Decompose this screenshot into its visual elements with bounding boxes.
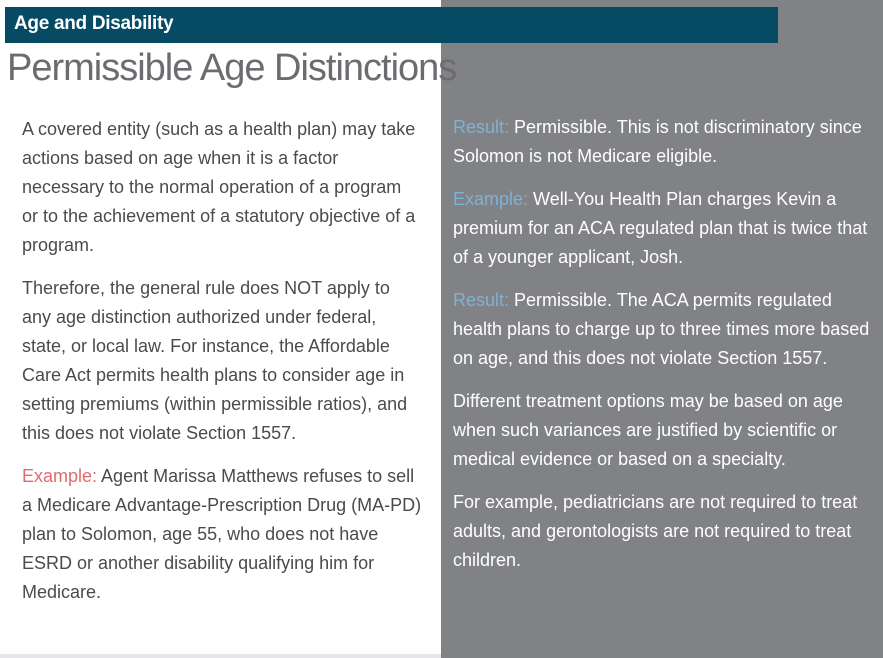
left-paragraph-2: Therefore, the general rule does NOT apply to any age distinction authorized under federal, state, or local law. For instance, the Affordable Care Act permits health plans to consider age in setting premiums (within permissible ratios), and this does not violate Section 1557. <box>22 278 408 443</box>
section-header-title: Age and Disability <box>14 13 174 34</box>
right-column <box>453 113 873 589</box>
result-label: Result: <box>453 117 510 137</box>
left-paragraph-1: A covered entity (such as a health plan) may take actions based on age when it is a factor necessary to the normal operation of a program or to the achievement of a statutory objective of a program. <box>22 119 416 255</box>
result-paragraph-1 <box>453 113 873 171</box>
result-text: Permissible. This is not discriminatory since Solomon is not Medicare eligible. <box>453 117 862 166</box>
specialty-example-paragraph: For example, pediatricians are not required to treat adults, and gerontologists are not required to treat children. <box>453 492 858 570</box>
page-title: Permissible Age Distinctions <box>7 47 457 89</box>
different-treatment-paragraph: Different treatment options may be based on age when such variances are justified by scientific or medical evidence or based on a specialty. <box>453 391 843 469</box>
result-label: Result: <box>453 290 510 310</box>
section-header-bar <box>5 7 778 43</box>
result-text: Permissible. The ACA permits regulated health plans to charge up to three times more based on age, and this does not violate Section 1557. <box>453 290 870 368</box>
example-label: Example: <box>22 466 98 486</box>
example-paragraph-2 <box>453 185 873 272</box>
example-text: Agent Marissa Matthews refuses to sell a Medicare Advantage-Prescription Drug (MA-PD) plan to Solomon, age 55, who does not have ESRD or another disability qualifying him for Medicare. <box>22 466 422 602</box>
left-column <box>22 115 422 621</box>
left-example-paragraph <box>22 462 422 607</box>
result-paragraph-2 <box>453 286 873 373</box>
bottom-divider <box>0 654 441 658</box>
example-label: Example: <box>453 189 529 209</box>
example-text: Well-You Health Plan charges Kevin a premium for an ACA regulated plan that is twice that of a younger applicant, Josh. <box>453 189 868 267</box>
